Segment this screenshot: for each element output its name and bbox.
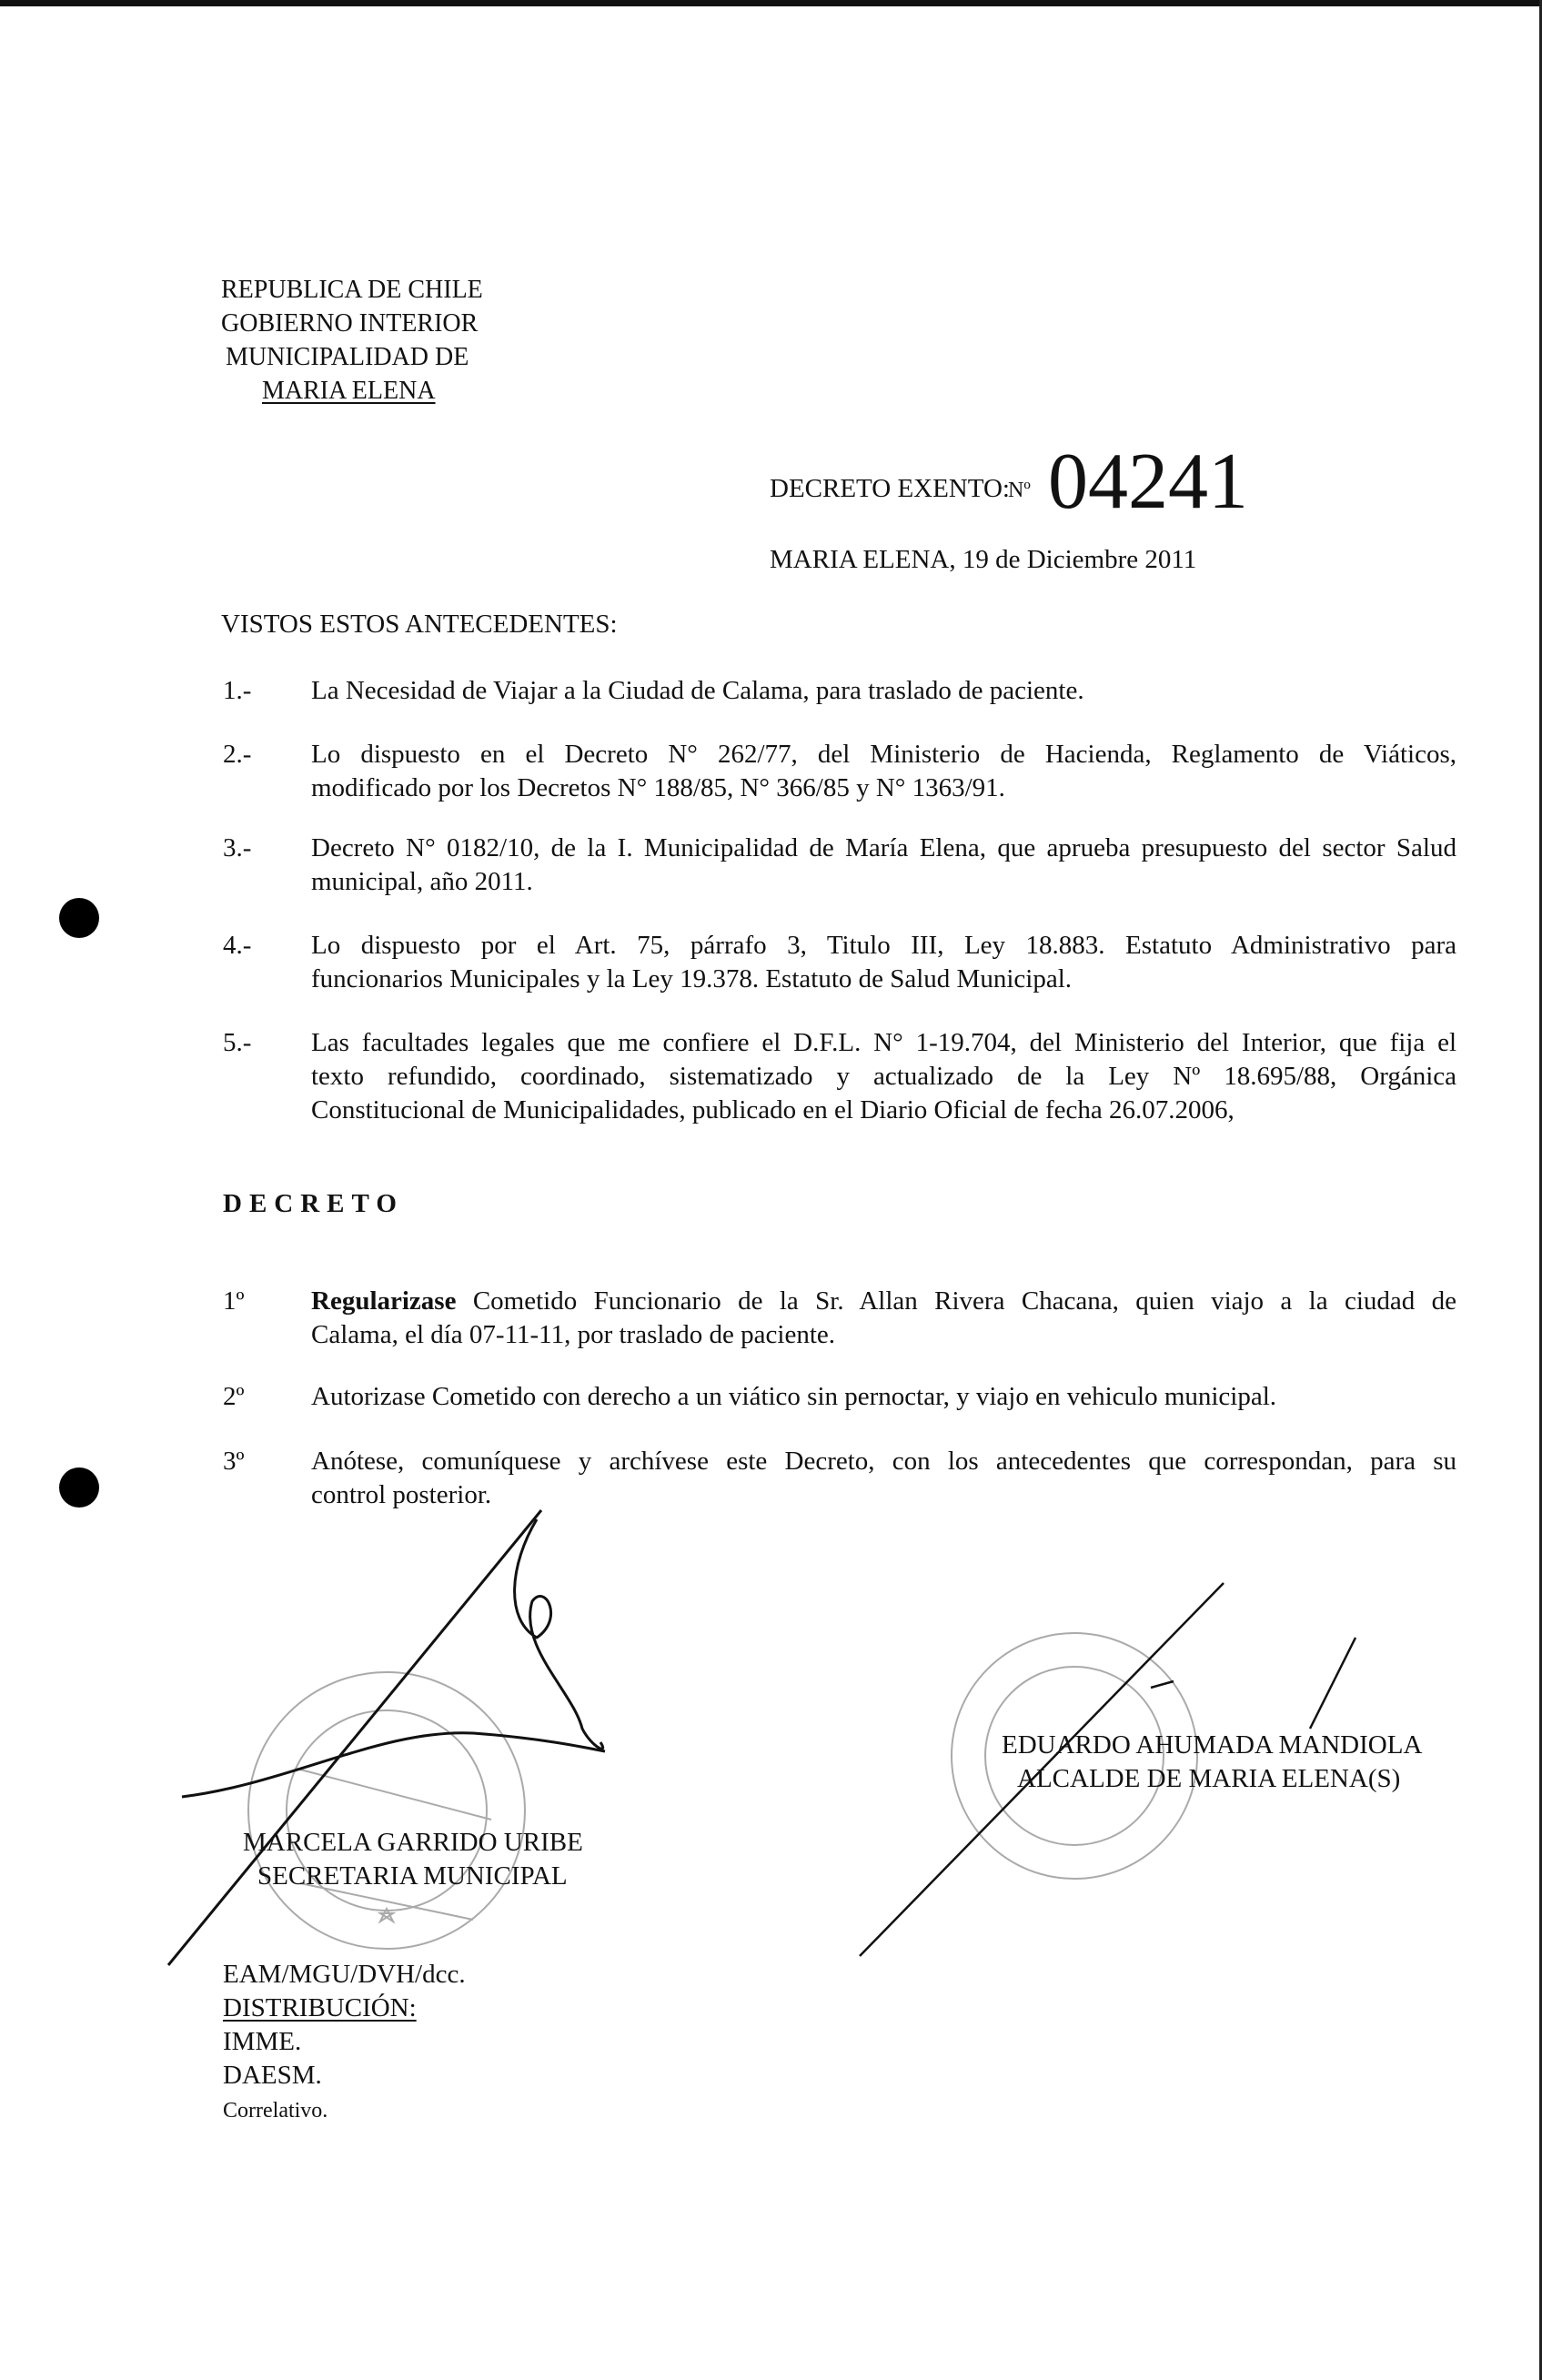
punch-hole	[59, 898, 99, 938]
vistos-item	[311, 738, 1456, 805]
vistos-item-number: 1.-	[223, 676, 252, 705]
vistos-item-number: 5.-	[223, 1028, 252, 1057]
correlativo: Correlativo.	[223, 2099, 328, 2123]
decreto-item-number: 2º	[223, 1382, 245, 1411]
vistos-item-line: municipal, año 2011.	[311, 867, 533, 896]
vistos-item	[311, 929, 1456, 996]
recipient: IMME.	[223, 2027, 302, 2056]
place-date: MARIA ELENA, 19 de Diciembre 2011	[770, 545, 1197, 574]
decreto-item-text: Cometido Funcionario de la Sr. Allan Rivera Chacana, quien viajo a la ciudad de	[456, 1286, 1456, 1316]
vistos-item-line: texto refundido, coordinado, sistematizado y actualizado de la Ley Nº 18.695/88, Orgánica	[311, 1062, 1456, 1091]
decreto-title: DECRETO	[223, 1189, 404, 1218]
decreto-item-line: Autorizase Cometido con derecho a un viático sin pernoctar, y viajo en vehiculo municipal.	[311, 1382, 1277, 1411]
vistos-item-line: funcionarios Municipales y la Ley 19.378. Estatuto de Salud Municipal.	[311, 964, 1073, 993]
vistos-item	[311, 832, 1456, 899]
vistos-item-line: modificado por los Decretos N° 188/85, N° 366/85 y N° 1363/91.	[311, 773, 1005, 802]
vistos-item	[311, 1026, 1456, 1127]
header-municipality: MUNICIPALIDAD DE	[226, 343, 469, 371]
distribution-label: DISTRIBUCIÓN:	[223, 1993, 417, 2022]
decreto-item-number: 1º	[223, 1286, 245, 1316]
mayor-name: EDUARDO AHUMADA MANDIOLA	[1002, 1730, 1423, 1760]
vistos-item-number: 4.-	[223, 931, 252, 960]
header-republic: REPUBLICA DE CHILE	[221, 276, 483, 304]
decree-number-prefix: Nº	[1008, 479, 1031, 502]
secretary-name: MARCELA GARRIDO URIBE	[243, 1828, 583, 1857]
vistos-item-line: Lo dispuesto en el Decreto N° 262/77, del Ministerio de Hacienda, Reglamento de Viáticos,	[311, 740, 1456, 769]
decreto-item-keyword: Regularizase	[311, 1286, 457, 1316]
header-town: MARIA ELENA	[262, 377, 436, 405]
vistos-item-number: 2.-	[223, 740, 252, 769]
vistos-item-line: La Necesidad de Viajar a la Ciudad de Calama, para traslado de paciente.	[311, 676, 1084, 705]
decree-number: 04241	[1048, 438, 1248, 526]
scan-top-border	[0, 0, 1542, 6]
vistos-item	[311, 674, 1456, 708]
mayor-title: ALCALDE DE MARIA ELENA(S)	[1017, 1764, 1401, 1793]
vistos-item-line: Las facultades legales que me confiere el D.F.L. N° 1-19.704, del Ministerio del Interior, que fija el	[311, 1028, 1456, 1057]
vistos-item-line: Constitucional de Municipalidades, publicado en el Diario Oficial de fecha 26.07.2006,	[311, 1095, 1235, 1124]
vistos-item-line: Decreto N° 0182/10, de la I. Municipalidad de María Elena, que aprueba presupuesto del sector Salud	[311, 833, 1456, 862]
punch-hole	[59, 1467, 99, 1508]
decreto-item-number: 3º	[223, 1447, 245, 1476]
vistos-item-line: Lo dispuesto por el Art. 75, párrafo 3, Titulo III, Ley 18.883. Estatuto Administrativo para	[311, 931, 1456, 960]
decreto-item	[311, 1445, 1456, 1512]
decreto-item	[311, 1285, 1456, 1352]
decreto-item	[311, 1380, 1456, 1414]
secretary-title: SECRETARIA MUNICIPAL	[257, 1861, 568, 1891]
header-government: GOBIERNO INTERIOR	[221, 309, 479, 338]
vistos-title: VISTOS ESTOS ANTECEDENTES:	[221, 610, 618, 639]
secretary-stamp	[248, 1672, 525, 1949]
decreto-item-line: Anótese, comuníquese y archívese este Decreto, con los antecedentes que correspondan, para su	[311, 1447, 1456, 1476]
decreto-item-line: Calama, el día 07-11-11, por traslado de paciente.	[311, 1320, 836, 1349]
recipient: DAESM.	[223, 2061, 322, 2090]
decreto-item-line	[311, 1285, 1456, 1318]
vistos-item-number: 3.-	[223, 833, 252, 862]
initials: EAM/MGU/DVH/dcc.	[223, 1960, 466, 1989]
secretary-signature	[168, 1510, 605, 1965]
decreto-item-line: control posterior.	[311, 1480, 492, 1509]
decree-label: DECRETO EXENTO:	[770, 474, 1010, 503]
